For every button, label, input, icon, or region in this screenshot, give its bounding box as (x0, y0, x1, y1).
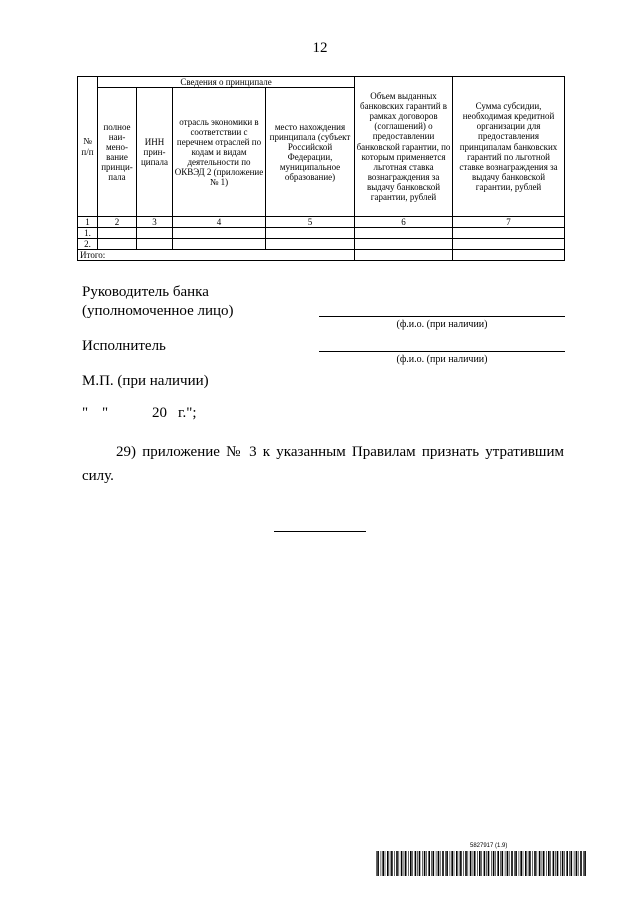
header-guarantee-volume: Объем выданных банковских гарантий в рамках договоров (соглашений) о предоставлении банковской гарантии, по которым применяется льготная ставка вознаграждения за выдачу банковской гарантии, рублей (355, 77, 453, 217)
head-of-bank-label: Руководитель банка (82, 284, 209, 300)
end-rule (274, 531, 366, 532)
column-number: 5 (266, 217, 355, 228)
total-label: Итого: (78, 250, 355, 261)
column-number: 7 (453, 217, 565, 228)
column-number: 6 (355, 217, 453, 228)
date-quote-open: " (82, 405, 89, 421)
stamp-label: М.П. (при наличии) (82, 373, 209, 389)
date-quote-close: " (102, 405, 109, 421)
principal-info-table (77, 76, 565, 261)
column-number: 2 (98, 217, 137, 228)
table-row (78, 239, 565, 250)
amendment-paragraph: 29) приложение № 3 к указанным Правилам признать утратившим силу. (82, 444, 564, 484)
column-number-row (78, 217, 565, 228)
barcode-image (376, 851, 586, 876)
head-name-hint: (ф.и.о. (при наличии) (396, 319, 488, 330)
head-signature-line (319, 316, 565, 317)
column-number: 1 (78, 217, 98, 228)
header-principal-group: Сведения о принципале (98, 77, 355, 88)
executor-name-hint: (ф.и.о. (при наличии) (396, 354, 488, 365)
row-number: 2. (78, 239, 98, 250)
barcode-number: 5827917 (1.9) (470, 843, 508, 849)
header-industry: отрасль экономики в соответствии с перечнем отраслей по кодам и видам деятельности по ОКВЭД 2 (приложение № 1) (173, 88, 266, 217)
column-number: 4 (173, 217, 266, 228)
executor-label: Исполнитель (82, 338, 166, 354)
header-subsidy-amount: Сумма субсидии, необходимая кредитной организации для предоставления принципалам банковских гарантий по льготной ставке вознаграждения за выдачу банковской гарантии, рублей (453, 77, 565, 217)
column-number: 3 (137, 217, 173, 228)
total-row (78, 250, 565, 261)
authorized-person-label: (уполномоченное лицо) (82, 303, 234, 319)
header-full-name: полное наи- мено- вание принци- пала (98, 88, 137, 217)
header-row-number: № п/п (78, 77, 98, 217)
header-inn: ИНН прин- ципала (137, 88, 173, 217)
header-location: место нахождения принципала (субъект Российской Федерации, муниципальное образование) (266, 88, 355, 217)
page-number: 12 (312, 40, 328, 56)
executor-signature-line (319, 351, 565, 352)
date-year: 20 (152, 405, 167, 421)
date-suffix: г."; (178, 405, 197, 421)
row-number: 1. (78, 228, 98, 239)
table-row (78, 228, 565, 239)
